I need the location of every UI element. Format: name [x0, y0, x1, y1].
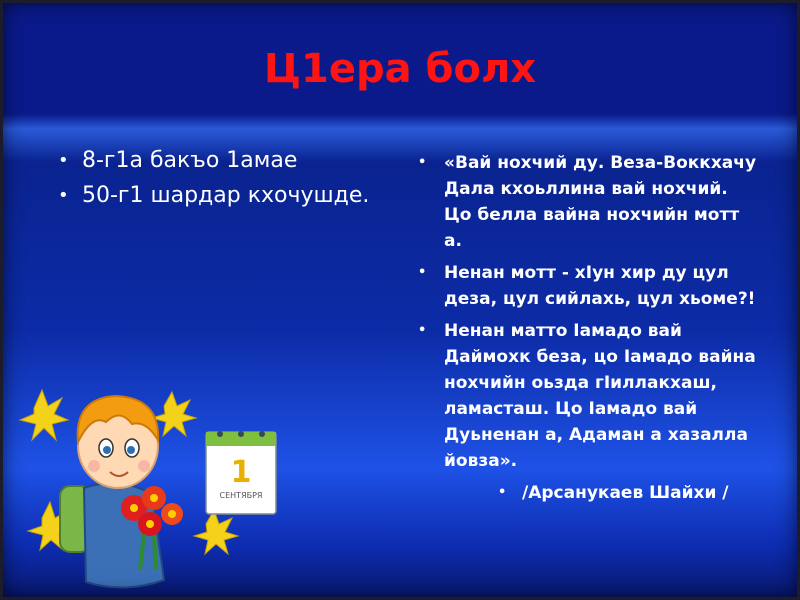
quote-author-item — [412, 480, 757, 506]
bullet-icon: • — [418, 323, 427, 338]
slide-title: Ц1ера болх — [263, 46, 537, 92]
quote-item — [412, 318, 757, 474]
quote-item — [412, 150, 757, 254]
schoolboy-icon — [60, 396, 183, 588]
calendar-icon — [206, 431, 276, 514]
left-item-text: 50-г1 шардар кхочушде. — [82, 183, 370, 208]
calendar-month: СЕНТЯБРЯ — [219, 491, 263, 500]
bullet-icon: • — [58, 185, 69, 206]
left-list-item — [52, 181, 382, 210]
maple-leaf-icon — [194, 510, 238, 554]
maple-leaf-icon — [20, 390, 68, 440]
bullet-icon: • — [58, 150, 69, 171]
quote-item — [412, 260, 757, 312]
left-list-item — [52, 146, 382, 175]
calendar-day: 1 — [230, 455, 252, 490]
bullet-icon: • — [418, 155, 427, 170]
left-item-text: 8-г1а бакъо 1амае — [82, 148, 298, 173]
quote-list — [412, 150, 757, 512]
quote-text: «Вай нохчий ду. Веза-Воккхачу Дала кхоьллина вай нохчий. Цо белла вайна нохчийн мотт а. — [444, 153, 757, 251]
schoolboy-with-flowers-illustration — [14, 348, 304, 598]
quote-author: /Арсанукаев Шайхи / — [522, 483, 729, 503]
quote-text: Ненан мотт - хIун хир ду цул деза, цул сийлахь, цул хьоме?! — [444, 263, 756, 309]
left-bullet-list — [52, 146, 382, 216]
bullet-icon: • — [498, 485, 507, 500]
quote-text: Ненан матто Iамадо вай Даймохк беза, цо Iамадо вайна нохчийн оьзда гIиллакхаш, ламасташ. Цо Iамадо вай Дуьненан а, Адаман а хазалла йовза». — [444, 321, 756, 471]
bullet-icon: • — [418, 265, 427, 280]
